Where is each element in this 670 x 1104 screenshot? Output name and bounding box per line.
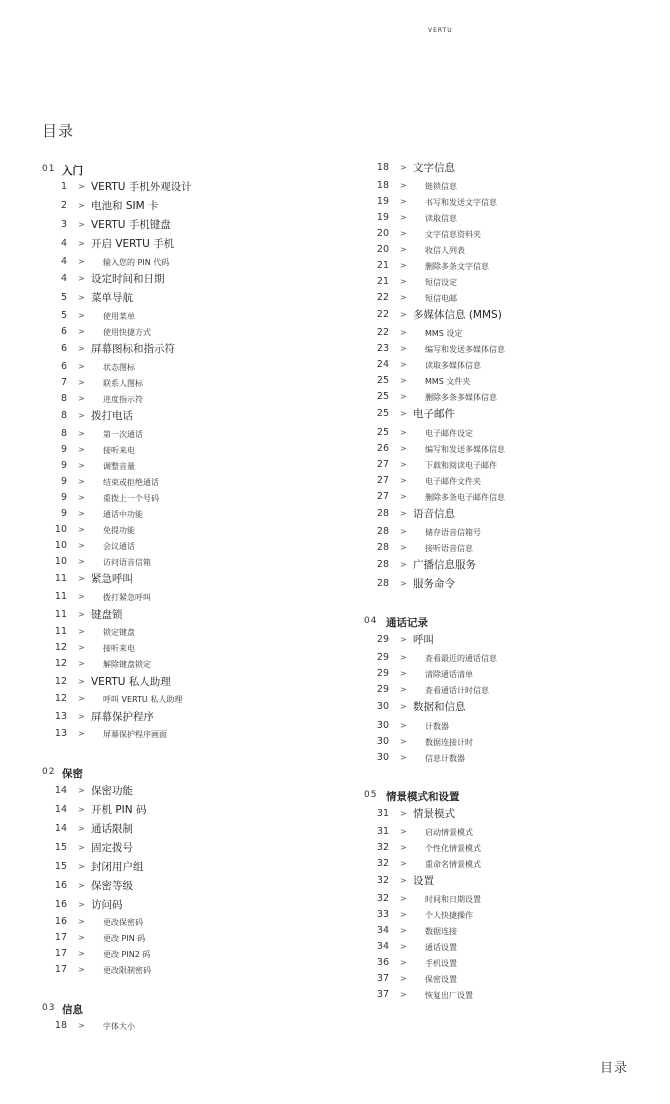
chevron-right-icon: >	[400, 444, 407, 453]
chevron-right-icon: >	[400, 428, 407, 437]
chevron-right-icon: >	[78, 843, 85, 852]
chevron-right-icon: >	[78, 201, 85, 210]
toc-page-number: 34	[376, 941, 389, 952]
toc-entry[interactable]: 多媒体信息 (MMS)	[413, 309, 502, 321]
toc-page-number: 28	[376, 542, 389, 553]
toc-subentry[interactable]: 拨打紧急呼叫	[103, 593, 151, 602]
chevron-right-icon: >	[78, 362, 85, 371]
toc-page-number: 11	[54, 626, 67, 637]
toc-entry[interactable]: 保密功能	[91, 785, 133, 797]
toc-subentry[interactable]: 文字信息资料夹	[425, 230, 481, 239]
chevron-right-icon: >	[78, 610, 85, 619]
chevron-right-icon: >	[400, 827, 407, 836]
toc-page-number: 33	[376, 909, 389, 920]
toc-page-number: 12	[54, 658, 67, 669]
toc-page-number: 20	[376, 228, 389, 239]
toc-page-number: 26	[376, 443, 389, 454]
footer-title: 目录	[600, 1061, 629, 1076]
chevron-right-icon: >	[78, 293, 85, 302]
toc-page-number: 11	[54, 609, 67, 620]
toc-page-number: 18	[376, 180, 389, 191]
toc-subentry[interactable]: 输入您的 PIN 代码	[103, 258, 170, 267]
chevron-right-icon: >	[78, 182, 85, 191]
chevron-right-icon: >	[78, 805, 85, 814]
chevron-right-icon: >	[78, 729, 85, 738]
toc-subentry[interactable]: 编写和发送多媒体信息	[425, 345, 505, 354]
chevron-right-icon: >	[400, 229, 407, 238]
chevron-right-icon: >	[78, 592, 85, 601]
toc-entry[interactable]: 文字信息	[413, 162, 455, 174]
chevron-right-icon: >	[400, 843, 407, 852]
toc-page-number: 22	[376, 292, 389, 303]
chevron-right-icon: >	[400, 197, 407, 206]
chevron-right-icon: >	[400, 392, 407, 401]
chevron-right-icon: >	[400, 974, 407, 983]
toc-page-number: 29	[376, 684, 389, 695]
toc-subentry[interactable]: 接听来电	[103, 644, 135, 653]
toc-entry[interactable]: 电子邮件	[413, 408, 455, 420]
toc-page-number: 10	[54, 524, 67, 535]
section-title[interactable]: 入门	[62, 165, 83, 177]
chevron-right-icon: >	[400, 328, 407, 337]
toc-page-number: 18	[54, 1020, 67, 1031]
toc-entry[interactable]: 访问码	[91, 899, 123, 911]
toc-page-number: 23	[376, 343, 389, 354]
chevron-right-icon: >	[78, 477, 85, 486]
toc-entry[interactable]: 呼叫	[413, 634, 434, 646]
toc-entry[interactable]: 封闭用户组	[91, 861, 144, 873]
toc-subentry[interactable]: 电子邮件文件夹	[425, 477, 481, 486]
chevron-right-icon: >	[78, 786, 85, 795]
chevron-right-icon: >	[78, 574, 85, 583]
toc-page-number: 18	[376, 162, 389, 173]
toc-subentry[interactable]: 呼叫 VERTU 私人助理	[103, 695, 183, 704]
chevron-right-icon: >	[78, 257, 85, 266]
toc-page-number: 17	[54, 948, 67, 959]
toc-subentry[interactable]: 重命名情景模式	[425, 860, 481, 869]
section-title[interactable]: 保密	[62, 768, 83, 780]
toc-page-number: 13	[54, 711, 67, 722]
toc-entry[interactable]: 开启 VERTU 手机	[91, 238, 175, 250]
toc-subentry[interactable]: 手机设置	[425, 959, 457, 968]
chevron-right-icon: >	[400, 261, 407, 270]
toc-page-number: 28	[376, 526, 389, 537]
chevron-right-icon: >	[400, 894, 407, 903]
toc-subentry[interactable]: 个人快捷操作	[425, 911, 473, 920]
toc-subentry[interactable]: 时间和日期设置	[425, 895, 481, 904]
chevron-right-icon: >	[78, 965, 85, 974]
toc-page-number: 34	[376, 925, 389, 936]
toc-subentry[interactable]: 接听来电	[103, 446, 135, 455]
toc-entry[interactable]: 数据和信息	[413, 701, 466, 713]
toc-subentry[interactable]: 解除键盘锁定	[103, 660, 151, 669]
section-number: 01	[42, 164, 56, 174]
toc-page-number: 16	[54, 916, 67, 927]
toc-entry[interactable]: 屏幕保护程序	[91, 711, 154, 723]
toc-page-number: 1	[60, 181, 67, 192]
chevron-right-icon: >	[400, 926, 407, 935]
chevron-right-icon: >	[400, 277, 407, 286]
chevron-right-icon: >	[400, 669, 407, 678]
toc-subentry[interactable]: 书写和发送文字信息	[425, 198, 497, 207]
toc-page-number: 25	[376, 427, 389, 438]
chevron-right-icon: >	[400, 702, 407, 711]
toc-page-number: 8	[60, 393, 67, 404]
toc-entry[interactable]: 通话限制	[91, 823, 133, 835]
toc-subentry[interactable]: 个性化情景模式	[425, 844, 481, 853]
chevron-right-icon: >	[400, 460, 407, 469]
toc-subentry[interactable]: 锁定键盘	[103, 628, 135, 637]
chevron-right-icon: >	[400, 685, 407, 694]
chevron-right-icon: >	[400, 293, 407, 302]
toc-subentry[interactable]: 屏幕保护程序画面	[103, 730, 167, 739]
toc-page-number: 8	[60, 428, 67, 439]
chevron-right-icon: >	[400, 910, 407, 919]
toc-page-number: 14	[54, 785, 67, 796]
chevron-right-icon: >	[78, 378, 85, 387]
toc-subentry[interactable]: 第一次通话	[103, 430, 143, 439]
toc-page-number: 2	[60, 200, 67, 211]
toc-subentry[interactable]: 删除多条电子邮件信息	[425, 493, 505, 502]
chevron-right-icon: >	[400, 737, 407, 746]
toc-page-number: 24	[376, 359, 389, 370]
toc-subentry[interactable]: MMS 文件夹	[425, 377, 471, 386]
toc-subentry[interactable]: 储存语音信箱号	[425, 528, 481, 537]
toc-subentry[interactable]: 使用菜单	[103, 312, 135, 321]
chevron-right-icon: >	[78, 949, 85, 958]
toc-subentry[interactable]: 启动情景模式	[425, 828, 473, 837]
chevron-right-icon: >	[78, 862, 85, 871]
chevron-right-icon: >	[400, 990, 407, 999]
section-number: 03	[42, 1003, 56, 1013]
chevron-right-icon: >	[400, 721, 407, 730]
toc-page-number: 9	[60, 508, 67, 519]
toc-page-number: 30	[376, 720, 389, 731]
toc-page-number: 28	[376, 559, 389, 570]
toc-subentry[interactable]: 信息计数器	[425, 754, 465, 763]
toc-page-number: 28	[376, 508, 389, 519]
chevron-right-icon: >	[400, 409, 407, 418]
chevron-right-icon: >	[78, 411, 85, 420]
chevron-right-icon: >	[78, 509, 85, 518]
section-number: 05	[364, 790, 378, 800]
toc-subentry[interactable]: 链锁信息	[425, 182, 457, 191]
toc-page-number: 17	[54, 932, 67, 943]
toc-page-number: 8	[60, 410, 67, 421]
toc-subentry[interactable]: 恢复出厂设置	[425, 991, 473, 1000]
toc-page-number: 30	[376, 736, 389, 747]
toc-subentry[interactable]: 结束或拒绝通话	[103, 478, 159, 487]
toc-subentry[interactable]: 查看通话计时信息	[425, 686, 489, 695]
toc-page-number: 37	[376, 989, 389, 1000]
toc-subentry[interactable]: 删除多条多媒体信息	[425, 393, 497, 402]
chevron-right-icon: >	[78, 643, 85, 652]
toc-page-number: 15	[54, 842, 67, 853]
chevron-right-icon: >	[400, 163, 407, 172]
chevron-right-icon: >	[78, 239, 85, 248]
chevron-right-icon: >	[78, 327, 85, 336]
toc-subentry[interactable]: 电子邮件设定	[425, 429, 473, 438]
chevron-right-icon: >	[78, 900, 85, 909]
toc-subentry[interactable]: 会议通话	[103, 542, 135, 551]
toc-entry[interactable]: 菜单导航	[91, 292, 133, 304]
toc-page-number: 11	[54, 573, 67, 584]
toc-page-number: 9	[60, 492, 67, 503]
toc-subentry[interactable]: 通话中功能	[103, 510, 143, 519]
toc-page-number: 21	[376, 260, 389, 271]
chevron-right-icon: >	[78, 220, 85, 229]
toc-subentry[interactable]: 更改限制密码	[103, 966, 151, 975]
toc-page-number: 5	[60, 310, 67, 321]
toc-entry[interactable]: 紧急呼叫	[91, 573, 133, 585]
toc-entry[interactable]: VERTU 手机键盘	[91, 219, 171, 231]
toc-entry[interactable]: 保密等级	[91, 880, 133, 892]
toc-page-number: 9	[60, 460, 67, 471]
toc-entry[interactable]: VERTU 私人助理	[91, 676, 171, 688]
toc-subentry[interactable]: 数据连接	[425, 927, 457, 936]
toc-subentry[interactable]: 访问语音信箱	[103, 558, 151, 567]
chevron-right-icon: >	[400, 543, 407, 552]
toc-entry[interactable]: 固定拨号	[91, 842, 133, 854]
toc-page-number: 6	[60, 361, 67, 372]
toc-page-number: 25	[376, 375, 389, 386]
toc-page-number: 12	[54, 676, 67, 687]
toc-subentry[interactable]: 更改 PIN2 码	[103, 950, 151, 959]
toc-page-number: 20	[376, 244, 389, 255]
chevron-right-icon: >	[78, 627, 85, 636]
chevron-right-icon: >	[400, 360, 407, 369]
toc-page-number: 6	[60, 343, 67, 354]
chevron-right-icon: >	[78, 344, 85, 353]
toc-page-number: 4	[60, 256, 67, 267]
toc-page-number: 29	[376, 652, 389, 663]
toc-page-number: 31	[376, 826, 389, 837]
chevron-right-icon: >	[78, 525, 85, 534]
chevron-right-icon: >	[78, 933, 85, 942]
toc-page-number: 27	[376, 459, 389, 470]
toc-page-number: 36	[376, 957, 389, 968]
chevron-right-icon: >	[400, 492, 407, 501]
toc-page-number: 12	[54, 693, 67, 704]
toc-page-number: 30	[376, 701, 389, 712]
toc-page-number: 19	[376, 212, 389, 223]
toc-page-number: 31	[376, 808, 389, 819]
toc-subentry[interactable]: 调整音量	[103, 462, 135, 471]
toc-entry[interactable]: 语音信息	[413, 508, 455, 520]
toc-subentry[interactable]: 更改保密码	[103, 918, 143, 927]
toc-page-number: 27	[376, 491, 389, 502]
brand-logo: VERTU	[428, 27, 453, 34]
toc-entry[interactable]: 设置	[413, 875, 434, 887]
chevron-right-icon: >	[400, 809, 407, 818]
toc-page-number: 16	[54, 880, 67, 891]
toc-page-number: 15	[54, 861, 67, 872]
toc-entry[interactable]: 拨打电话	[91, 410, 133, 422]
toc-page-number: 28	[376, 578, 389, 589]
toc-page-number: 22	[376, 327, 389, 338]
chevron-right-icon: >	[400, 876, 407, 885]
chevron-right-icon: >	[78, 274, 85, 283]
chevron-right-icon: >	[78, 394, 85, 403]
chevron-right-icon: >	[78, 881, 85, 890]
toc-page-number: 17	[54, 964, 67, 975]
section-title[interactable]: 信息	[62, 1004, 83, 1016]
chevron-right-icon: >	[78, 694, 85, 703]
toc-page-number: 13	[54, 728, 67, 739]
chevron-right-icon: >	[400, 942, 407, 951]
toc-entry[interactable]: 电池和 SIM 卡	[91, 200, 159, 212]
toc-page-number: 7	[60, 377, 67, 388]
toc-page-number: 10	[54, 540, 67, 551]
chevron-right-icon: >	[400, 527, 407, 536]
toc-subentry[interactable]: 更改 PIN 码	[103, 934, 146, 943]
chevron-right-icon: >	[78, 917, 85, 926]
chevron-right-icon: >	[400, 509, 407, 518]
toc-page-number: 4	[60, 273, 67, 284]
toc-page-number: 29	[376, 668, 389, 679]
chevron-right-icon: >	[400, 181, 407, 190]
toc-page-number: 25	[376, 408, 389, 419]
toc-page-number: 22	[376, 309, 389, 320]
section-title[interactable]: 通话记录	[386, 617, 428, 629]
toc-subentry[interactable]: 删除多条文字信息	[425, 262, 489, 271]
toc-subentry[interactable]: 保密设置	[425, 975, 457, 984]
toc-entry[interactable]: VERTU 手机外观设计	[91, 181, 192, 193]
toc-subentry[interactable]: 查看最近的通话信息	[425, 654, 497, 663]
toc-subentry[interactable]: MMS 设定	[425, 329, 463, 338]
toc-page-number: 14	[54, 804, 67, 815]
chevron-right-icon: >	[400, 560, 407, 569]
toc-page-number: 9	[60, 444, 67, 455]
toc-entry[interactable]: 开机 PIN 码	[91, 804, 147, 816]
chevron-right-icon: >	[400, 310, 407, 319]
toc-subentry[interactable]: 免提功能	[103, 526, 135, 535]
chevron-right-icon: >	[400, 579, 407, 588]
chevron-right-icon: >	[78, 493, 85, 502]
chevron-right-icon: >	[78, 677, 85, 686]
toc-page-number: 29	[376, 634, 389, 645]
page-title: 目录	[42, 122, 75, 140]
toc-page-number: 9	[60, 476, 67, 487]
chevron-right-icon: >	[400, 344, 407, 353]
chevron-right-icon: >	[400, 476, 407, 485]
toc-page-number: 12	[54, 642, 67, 653]
section-number: 04	[364, 616, 378, 626]
toc-subentry[interactable]: 数据连接计时	[425, 738, 473, 747]
chevron-right-icon: >	[78, 461, 85, 470]
toc-subentry[interactable]: 读取信息	[425, 214, 457, 223]
chevron-right-icon: >	[400, 245, 407, 254]
toc-subentry[interactable]: 联系人图标	[103, 379, 143, 388]
toc-page-number: 32	[376, 875, 389, 886]
toc-subentry[interactable]: 编写和发送多媒体信息	[425, 445, 505, 454]
chevron-right-icon: >	[78, 1021, 85, 1030]
toc-subentry[interactable]: 通话设置	[425, 943, 457, 952]
chevron-right-icon: >	[400, 653, 407, 662]
toc-page-number: 27	[376, 475, 389, 486]
chevron-right-icon: >	[400, 376, 407, 385]
toc-page-number: 32	[376, 842, 389, 853]
toc-page-number: 19	[376, 196, 389, 207]
toc-entry[interactable]: 情景模式	[413, 808, 455, 820]
toc-subentry[interactable]: 字体大小	[103, 1022, 135, 1031]
chevron-right-icon: >	[78, 712, 85, 721]
section-title[interactable]: 情景模式和设置	[386, 791, 460, 803]
section-number: 02	[42, 767, 56, 777]
toc-page-number: 32	[376, 893, 389, 904]
toc-page-number: 3	[60, 219, 67, 230]
chevron-right-icon: >	[78, 445, 85, 454]
toc-subentry[interactable]: 清除通话清单	[425, 670, 473, 679]
toc-subentry[interactable]: 计数器	[425, 722, 449, 731]
toc-page-number: 16	[54, 899, 67, 910]
toc-page-number: 37	[376, 973, 389, 984]
chevron-right-icon: >	[400, 859, 407, 868]
toc-page-number: 11	[54, 591, 67, 602]
toc-subentry[interactable]: 收信人列表	[425, 246, 465, 255]
chevron-right-icon: >	[78, 557, 85, 566]
toc-page-number: 21	[376, 276, 389, 287]
toc-page-number: 32	[376, 858, 389, 869]
toc-subentry[interactable]: 重拨上一个号码	[103, 494, 159, 503]
toc-page-number: 10	[54, 556, 67, 567]
toc-entry[interactable]: 广播信息服务	[413, 559, 476, 571]
chevron-right-icon: >	[400, 958, 407, 967]
toc-subentry[interactable]: 接听语音信息	[425, 544, 473, 553]
chevron-right-icon: >	[400, 753, 407, 762]
toc-page-number: 14	[54, 823, 67, 834]
toc-subentry[interactable]: 状态图标	[103, 363, 135, 372]
toc-subentry[interactable]: 短信电邮	[425, 294, 457, 303]
chevron-right-icon: >	[78, 541, 85, 550]
toc-subentry[interactable]: 下载和阅读电子邮件	[425, 461, 497, 470]
toc-page-number: 6	[60, 326, 67, 337]
toc-entry[interactable]: 键盘锁	[91, 609, 123, 621]
toc-entry[interactable]: 设定时间和日期	[91, 273, 165, 285]
toc-subentry[interactable]: 读取多媒体信息	[425, 361, 481, 370]
toc-page-number: 25	[376, 391, 389, 402]
chevron-right-icon: >	[400, 213, 407, 222]
toc-page-number: 30	[376, 752, 389, 763]
chevron-right-icon: >	[78, 429, 85, 438]
toc-entry[interactable]: 服务命令	[413, 578, 455, 590]
toc-page-number: 5	[60, 292, 67, 303]
chevron-right-icon: >	[78, 659, 85, 668]
toc-subentry[interactable]: 进度指示符	[103, 395, 143, 404]
toc-subentry[interactable]: 短信设定	[425, 278, 457, 287]
toc-entry[interactable]: 屏幕图标和指示符	[91, 343, 175, 355]
toc-subentry[interactable]: 使用快捷方式	[103, 328, 151, 337]
chevron-right-icon: >	[78, 824, 85, 833]
toc-page-number: 4	[60, 238, 67, 249]
chevron-right-icon: >	[78, 311, 85, 320]
chevron-right-icon: >	[400, 635, 407, 644]
